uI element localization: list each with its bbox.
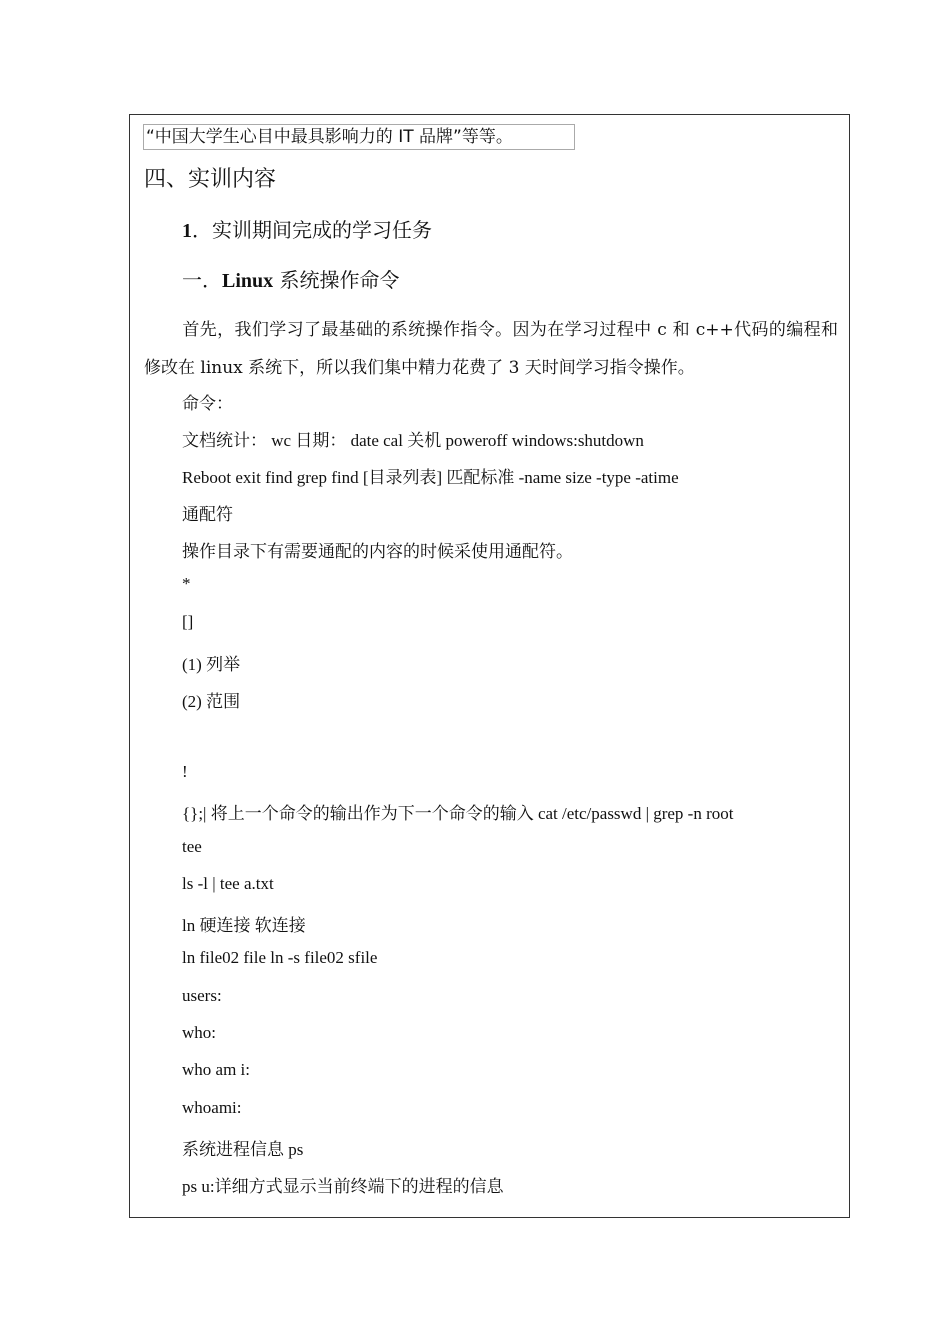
line-enumerate: (1) 列举: [182, 655, 241, 674]
intro-paragraph-text: 首先，我们学习了最基础的系统操作指令。因为在学习过程中 c 和 c++代码的编程和修改在 linux 系统下，所以我们集中精力花费了 3 天时间学习指令操作。: [144, 320, 838, 378]
subheading-1: 1．实训期间完成的学习任务: [182, 218, 432, 242]
subheading-1-text: 实训期间完成的学习任务: [212, 218, 432, 242]
line-range: (2) 范围: [182, 692, 241, 711]
line-tee: tee: [182, 837, 202, 856]
line-who-am-i: who am i:: [182, 1060, 250, 1079]
line-users: users:: [182, 986, 222, 1005]
line-ls-tee: ls -l | tee a.txt: [182, 874, 274, 893]
line-doc-stats: 文档统计： wc 日期： date cal 关机 poweroff windows:shutdown: [182, 431, 644, 450]
subheading-2: [182, 264, 400, 293]
subheading-2-prefix: 一．: [182, 268, 222, 292]
line-pipe: {};| 将上一个命令的输出作为下一个命令的输入 cat /etc/passwd | grep -n root: [182, 804, 734, 823]
line-ps-u: ps u:详细方式显示当前终端下的进程的信息: [182, 1177, 504, 1196]
line-ln-links: ln 硬连接 软连接: [182, 916, 306, 935]
line-commands-label: 命令：: [182, 394, 233, 413]
line-process-info: 系统进程信息 ps: [182, 1140, 304, 1159]
quote-line: “中国大学生心目中最具影响力的 IT 品牌”等等。: [143, 124, 575, 150]
line-reboot-find: Reboot exit find grep find [目录列表] 匹配标准 -name size -type -atime: [182, 468, 679, 487]
line-brackets: []: [182, 612, 194, 631]
subheading-1-number: 1: [182, 220, 192, 242]
line-wildcard-desc: 操作目录下有需要通配的内容的时候采使用通配符。: [182, 542, 573, 561]
line-asterisk: *: [182, 574, 191, 593]
line-ln-examples: ln file02 file ln -s file02 sfile: [182, 948, 378, 967]
line-whoami: whoami:: [182, 1098, 242, 1117]
intro-paragraph: [144, 311, 838, 387]
section-heading: 四、实训内容: [144, 167, 277, 192]
line-wildcard-title: 通配符: [182, 505, 233, 524]
line-exclamation: !: [182, 762, 188, 781]
line-who: who:: [182, 1023, 216, 1042]
subheading-2-bold: Linux: [222, 270, 274, 292]
subheading-2-text: 系统操作命令: [273, 268, 400, 292]
